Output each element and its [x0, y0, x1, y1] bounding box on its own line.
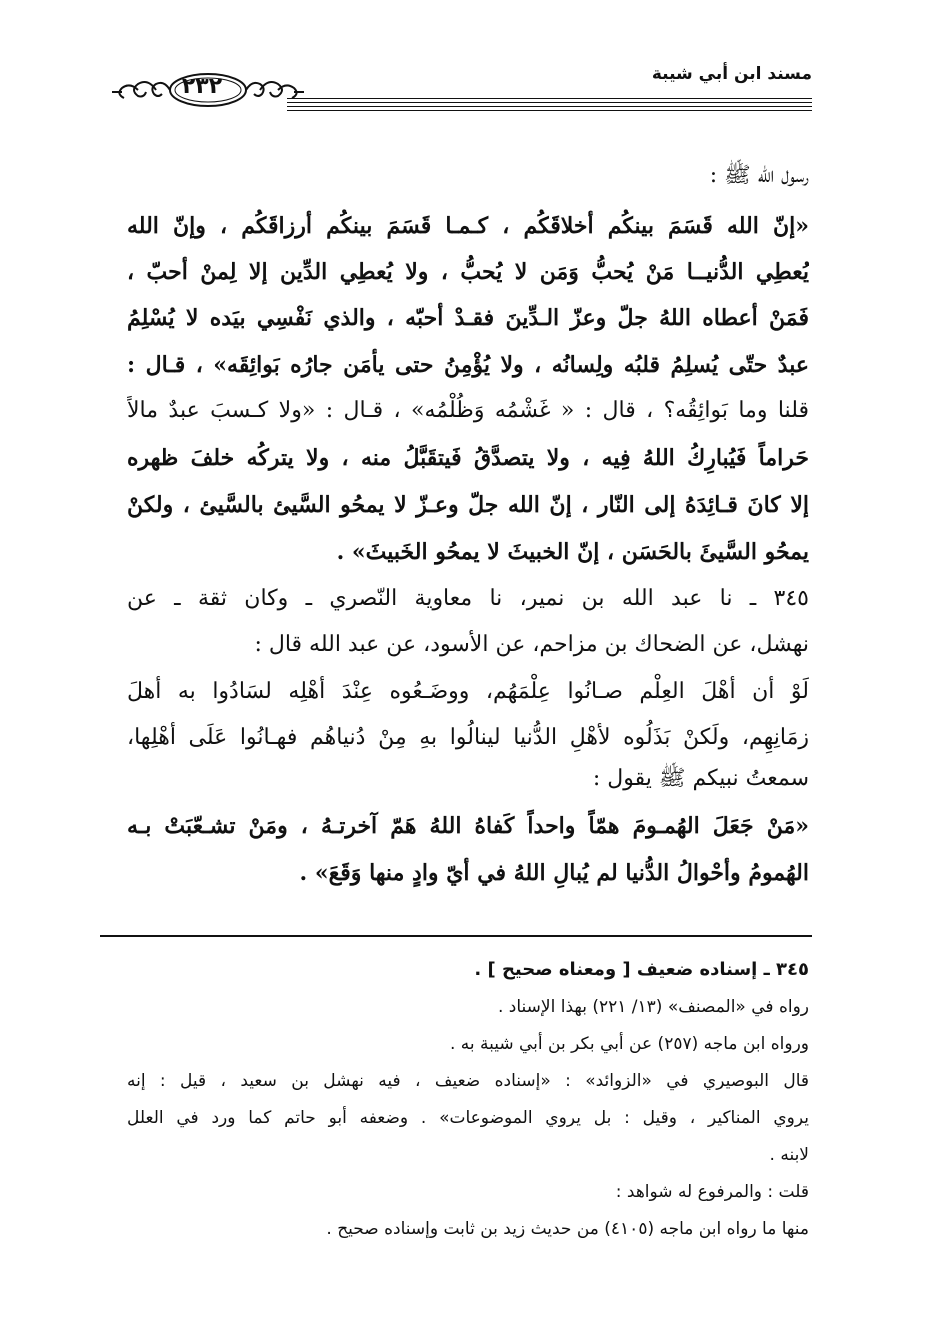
- body-line: يُعطِي الدُّنيــا مَنْ يُحبُّ وَمَن لا يُحبُّ ، ولا يُعطِي الدِّين إلا لِمنْ أحبّ ،: [127, 259, 809, 285]
- footnote-line: يروي المناكير ، وقيل : بل يروي الموضوعات» . وضعفه أبو حاتم كما ورد في العلل: [127, 1108, 809, 1128]
- body-line: رسول الله ﷺ :: [709, 163, 809, 188]
- body-line: قلنا وما بَوائِقُه؟ ، قال : « غَشْمُه وَظُلْمُه» ، قـال : «ولا كـسبَ عبدٌ مالاً: [127, 398, 809, 423]
- body-line: فَمَنْ أعطاه اللهُ جلّ وعزّ الـدِّينَ فقـدْ أحبّه ، والذي نَفْسِي بيَده لا يُسْلِمُ: [127, 305, 809, 331]
- footnote-line: ورواه ابن ماجه (٢٥٧) عن أبي بكر بن أبي شيبة به .: [449, 1034, 809, 1054]
- body-line: «مَنْ جَعَلَ الهُمـومَ همّاً واحداً كَفاهُ اللهُ هَمّ آخرتـهُ ، ومَنْ تشـعّبَتْ بـه: [127, 813, 809, 839]
- body-line: زمَانِهِم، ولَكنْ بَذَلُوه لأهْلِ الدُّنيا لينالُوا بهِ مِنْ دُنياهُم فهـانُوا عَلَى أهْلِها،: [127, 725, 809, 750]
- body-line: ٣٤٥ ـ نا عبد الله بن نمير، نا معاوية النّصري ـ وكان ثقة ـ عن: [127, 586, 809, 611]
- body-line: سمعتُ نبيكم ﷺ يقول :: [592, 766, 809, 791]
- page-header: [100, 58, 812, 124]
- footnote-line: رواه في «المصنف» (١٣/ ٢٢١) بهذا الإسناد .: [497, 997, 809, 1017]
- header-rule: [287, 102, 812, 103]
- body-line: الهُمومُ وأحْوالُ الدُّنيا لم يُبالِ اللهُ في أيّ وادٍ منها وَقَعَ» .: [299, 860, 809, 886]
- header-rule: [287, 98, 812, 99]
- body-line: يمحُو السَّيئَ بالحَسَن ، إنّ الخبيثَ لا يمحُو الخَبيثَ» .: [336, 539, 809, 565]
- book-title: مسند ابن أبي شيبة: [651, 64, 812, 84]
- footnote-line: ٣٤٥ ـ إسناده ضعيف [ ومعناه صحيح ] .: [474, 959, 809, 980]
- footnote-line: قال البوصيري في «الزوائد» : «إسناده ضعيف ، فيه نهشل بن سعيد ، قيل : إنه: [127, 1071, 809, 1091]
- body-line: إلا كانَ قـائِدَهُ إلى النّار ، إنّ الله جلّ وعـزّ لا يمحُو السَّيئ بالسَّيئ ، ولكنْ: [127, 492, 809, 518]
- body-line: عبدٌ حتّى يُسلِمُ قلبُه ولِسانُه ، ولا يُؤْمِنُ حتى يأمَن جارُه بَوائِقَه» ، قـال :: [127, 352, 809, 378]
- body-line: لَوْ أن أهْلَ العِلْم صـانُوا عِلْمَهُم، ووضَـعُوه عِنْدَ أهْلِه لسَادُوا به أهلَ: [127, 679, 809, 704]
- footnote-line: قلت : والمرفوع له شواهد :: [615, 1182, 809, 1202]
- footnote-line: لابنه .: [769, 1145, 809, 1165]
- footnote-divider: [100, 935, 812, 937]
- page-number: ٢٣٢: [181, 74, 223, 99]
- footnote-line: منها ما رواه ابن ماجه (٤١٠٥) من حديث زيد بن ثابت وإسناده صحيح .: [326, 1219, 809, 1239]
- body-line: نهشل، عن الضحاك بن مزاحم، عن الأسود، عن عبد الله قال :: [254, 632, 809, 657]
- body-line: «إنّ الله قَسَمَ بينكُم أخلاقَكُم ، كـمـا قَسَمَ بينكُم أرزاقَكُم ، وإنّ الله: [127, 213, 809, 239]
- header-rule: [287, 110, 812, 111]
- header-rule: [287, 106, 812, 107]
- body-line: حَراماً فَيُبارِكُ اللهُ فِيه ، ولا يتصدَّقُ فَيتقَبَّلُ منه ، ولا يتركُه خلفَ ظهره: [127, 445, 809, 471]
